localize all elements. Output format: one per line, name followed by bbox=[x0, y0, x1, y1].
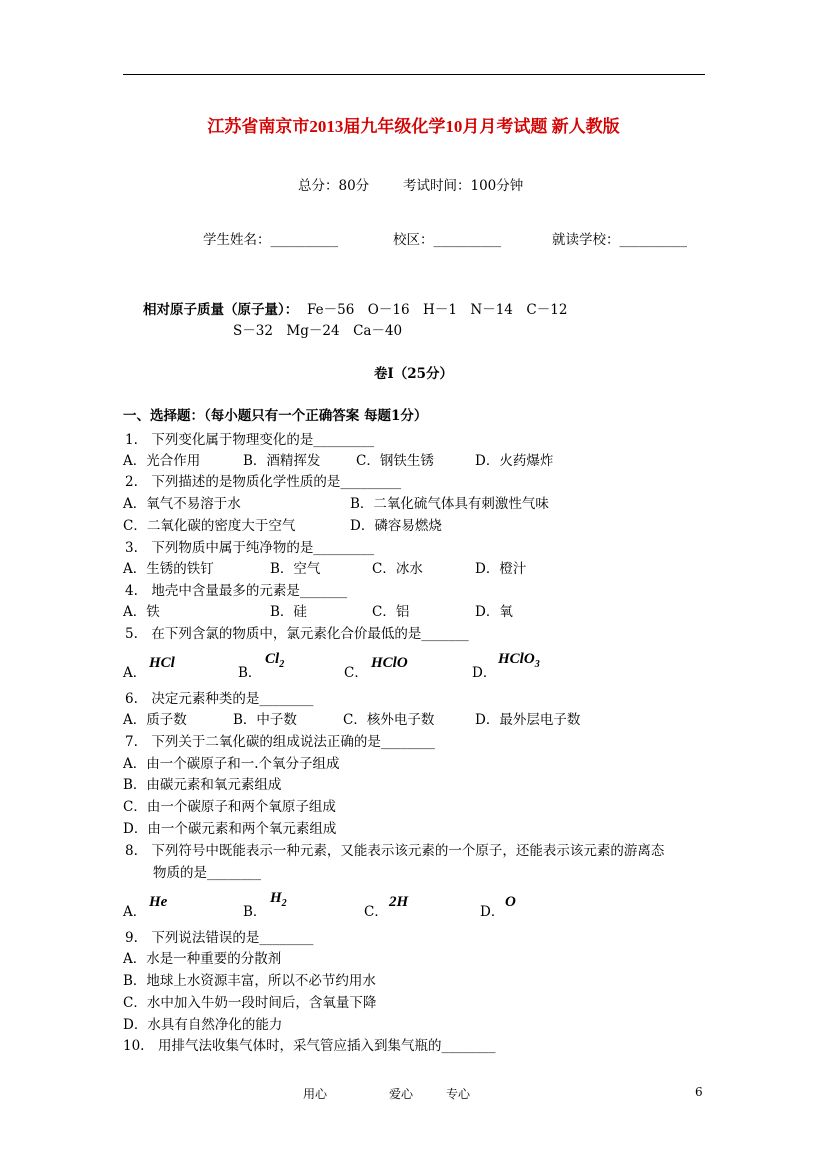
option-c: C． bbox=[364, 904, 388, 920]
exam-time: 考试时间：100分钟 bbox=[403, 178, 524, 194]
campus-field: 校区：__________ bbox=[393, 232, 501, 248]
page-title: 江苏省南京市2013届九年级化学10月月考试题 新人教版 bbox=[207, 117, 620, 136]
question-stem: 1. 下列变化属于物理变化的是_________ bbox=[125, 432, 375, 448]
question-stem: 5. 在下列含氯的物质中，氯元素化合价最低的是_______ bbox=[125, 626, 469, 642]
section-title: 卷Ⅰ（25分） bbox=[373, 366, 454, 382]
option-d: D．最外层电子数 bbox=[475, 712, 581, 728]
footer-motto-1: 用心 bbox=[303, 1087, 328, 1101]
formula-he: He bbox=[149, 894, 168, 910]
formula-hclo: HClO bbox=[371, 655, 408, 671]
option-d: D．水具有自然净化的能力 bbox=[123, 1017, 283, 1033]
option-b: B． bbox=[238, 665, 262, 681]
option-b: B．由碳元素和氧元素组成 bbox=[123, 777, 282, 793]
question-stem: 9. 下列说法错误的是________ bbox=[125, 930, 314, 946]
option-a: A． bbox=[123, 904, 147, 920]
option-d: D． bbox=[480, 904, 505, 920]
page-number: 6 bbox=[695, 1085, 703, 1099]
student-name-field: 学生姓名：__________ bbox=[203, 232, 338, 248]
formula-cl2: $Cl_2$ bbox=[265, 651, 285, 670]
option-b: B． bbox=[243, 904, 267, 920]
option-d: D．橙汁 bbox=[475, 561, 527, 577]
total-score: 总分：80分 bbox=[298, 178, 370, 194]
option-c: C．铝 bbox=[372, 604, 410, 620]
option-a: A．铁 bbox=[123, 604, 160, 620]
footer-motto-3: 专心 bbox=[446, 1087, 471, 1101]
atomic-mass-label: 相对原子质量（原子量）： bbox=[143, 302, 299, 318]
option-a: A． bbox=[123, 665, 147, 681]
option-c: C．冰水 bbox=[372, 561, 423, 577]
option-a: A．氧气不易溶于水 bbox=[123, 496, 241, 512]
question-stem: 3. 下列物质中属于纯净物的是_________ bbox=[125, 540, 375, 556]
atomic-mass-line1: Fe－56 O－16 H－1 N－14 C－12 bbox=[307, 302, 568, 318]
option-b: B．地球上水资源丰富，所以不必节约用水 bbox=[123, 973, 376, 989]
option-d: D．氧 bbox=[475, 604, 513, 620]
option-a: A．生锈的铁钉 bbox=[123, 561, 214, 577]
option-a: A．光合作用 bbox=[123, 453, 201, 469]
question-stem: 4. 地壳中含量最多的元素是_______ bbox=[125, 583, 348, 599]
question-stem: 8. 下列符号中既能表示一种元素，又能表示该元素的一个原子，还能表示该元素的游离态 bbox=[125, 843, 665, 859]
option-c: C． bbox=[344, 665, 368, 681]
part-title: 一、选择题：（每小题只有一个正确答案 每题1分） bbox=[123, 408, 428, 424]
question-stem: 7. 下列关于二氧化碳的组成说法正确的是________ bbox=[125, 734, 435, 750]
option-c: C．由一个碳原子和两个氧原子组成 bbox=[123, 799, 336, 815]
option-c: C．二氧化碳的密度大于空气 bbox=[123, 518, 296, 534]
option-b: B．酒精挥发 bbox=[243, 453, 321, 469]
formula-o: O bbox=[505, 894, 516, 910]
option-a: A．水是一种重要的分散剂 bbox=[123, 951, 282, 967]
option-c: C．核外电子数 bbox=[343, 712, 435, 728]
option-a: A．质子数 bbox=[123, 712, 187, 728]
atomic-mass-line2: S－32 Mg－24 Ca－40 bbox=[233, 323, 403, 339]
footer-motto-2: 爱心 bbox=[389, 1087, 414, 1101]
formula-2h: 2H bbox=[389, 894, 409, 910]
school-field: 就读学校：__________ bbox=[552, 232, 687, 248]
option-d: D．磷容易燃烧 bbox=[350, 518, 442, 534]
option-c: C．钢铁生锈 bbox=[356, 453, 434, 469]
question-stem: 10. 用排气法收集气体时，采气管应插入到集气瓶的________ bbox=[123, 1038, 496, 1054]
option-a: A．由一个碳原子和一.个氧分子组成 bbox=[123, 756, 340, 772]
question-stem: 2. 下列描述的是物质化学性质的是_________ bbox=[125, 474, 402, 490]
option-d: D．火药爆炸 bbox=[475, 453, 554, 469]
option-b: B．硅 bbox=[270, 604, 307, 620]
formula-hcl: HCl bbox=[149, 655, 175, 671]
question-stem: 6. 决定元素种类的是________ bbox=[125, 691, 314, 707]
option-b: B．二氧化硫气体具有刺激性气味 bbox=[350, 496, 549, 512]
formula-h2: $H_2$ bbox=[270, 890, 287, 909]
option-d: D． bbox=[472, 665, 497, 681]
header-rule bbox=[123, 74, 705, 75]
option-d: D．由一个碳元素和两个氧元素组成 bbox=[123, 821, 337, 837]
option-b: B．空气 bbox=[270, 561, 321, 577]
question-stem-continued: 物质的是________ bbox=[153, 865, 261, 881]
formula-hclo3: HClO$_3$ bbox=[498, 651, 540, 670]
option-c: C．水中加入牛奶一段时间后，含氧量下降 bbox=[123, 995, 377, 1011]
option-b: B．中子数 bbox=[233, 712, 297, 728]
